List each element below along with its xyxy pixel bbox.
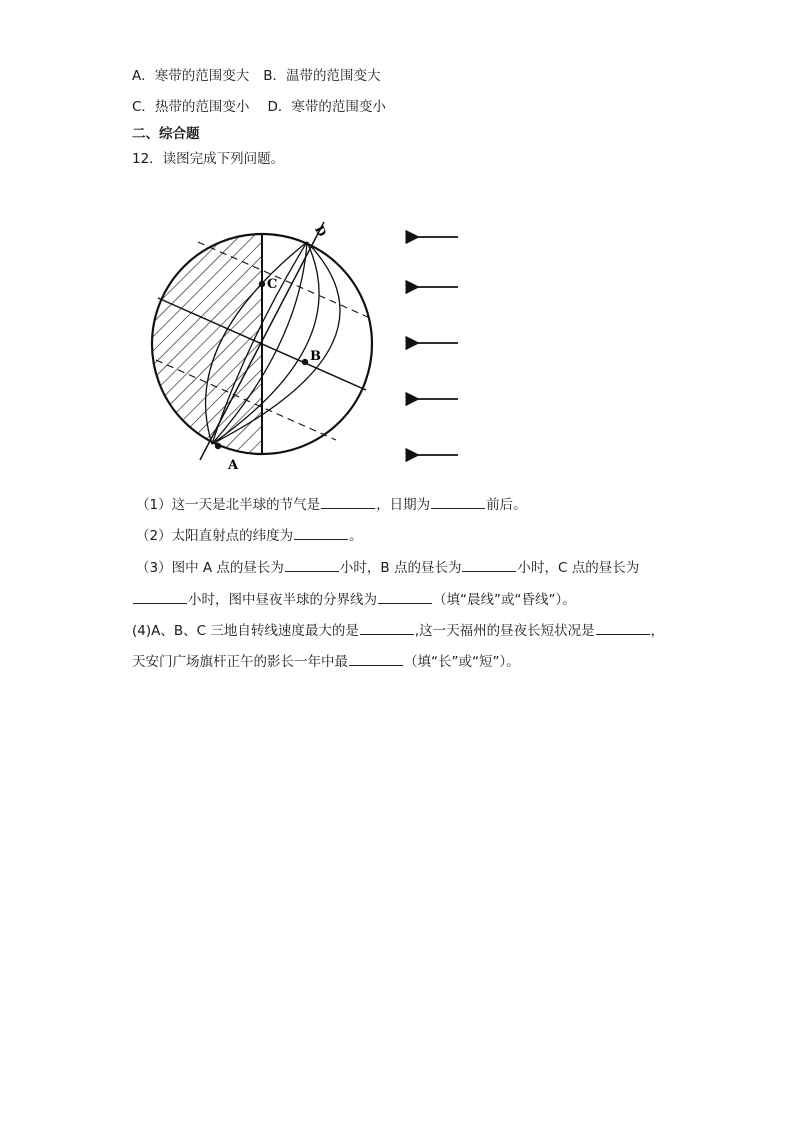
label-a: A [228, 458, 239, 472]
label-b: B [310, 349, 321, 364]
label-top: D [311, 223, 330, 239]
label-c: C [267, 277, 278, 292]
point-b [302, 359, 308, 365]
section-title: 二、综合题 [132, 126, 200, 142]
sub-question-1: （1）这一天是北半球的节气是 ，日期为 前后。 [136, 494, 527, 514]
sub-question-3: （3）图中 A 点的昼长为 小时，B 点的昼长为 小时，C 点的昼长为 [136, 557, 639, 577]
option-c: C．热带的范围变小 [132, 99, 250, 115]
night-hemisphere-shade [150, 212, 262, 472]
answer-blank[interactable] [596, 620, 650, 635]
option-b: B．温带的范围变大 [263, 68, 381, 84]
options-row-2 [132, 98, 386, 116]
option-a: A．寒带的范围变大 [132, 68, 250, 84]
answer-blank[interactable] [360, 620, 414, 635]
sub-question-4-cont: 天安门广场旗杆正午的影长一年中最 （填“长”或“短”）。 [132, 651, 520, 671]
earth-illumination-diagram [150, 212, 470, 472]
question-stem: 12．读图完成下列问题。 [132, 151, 285, 167]
answer-blank[interactable] [294, 525, 348, 540]
options-row-1 [132, 67, 381, 85]
point-a [215, 443, 221, 449]
sub-question-3-cont: 小时，图中昼夜半球的分界线为 （填“晨线”或“昏线”）。 [132, 589, 576, 609]
answer-blank[interactable] [431, 494, 485, 509]
option-d: D．寒带的范围变小 [267, 99, 386, 115]
sub-question-4: (4)A、B、C 三地自转线速度最大的是 ,这一天福州的昼夜长短状况是 ， [132, 620, 664, 640]
answer-blank[interactable] [133, 589, 187, 604]
point-c [259, 281, 265, 287]
answer-blank[interactable] [462, 557, 516, 572]
answer-blank[interactable] [349, 651, 403, 666]
answer-blank[interactable] [321, 494, 375, 509]
answer-blank[interactable] [285, 557, 339, 572]
answer-blank[interactable] [378, 589, 432, 604]
sub-question-2: （2）太阳直射点的纬度为 。 [136, 525, 363, 545]
